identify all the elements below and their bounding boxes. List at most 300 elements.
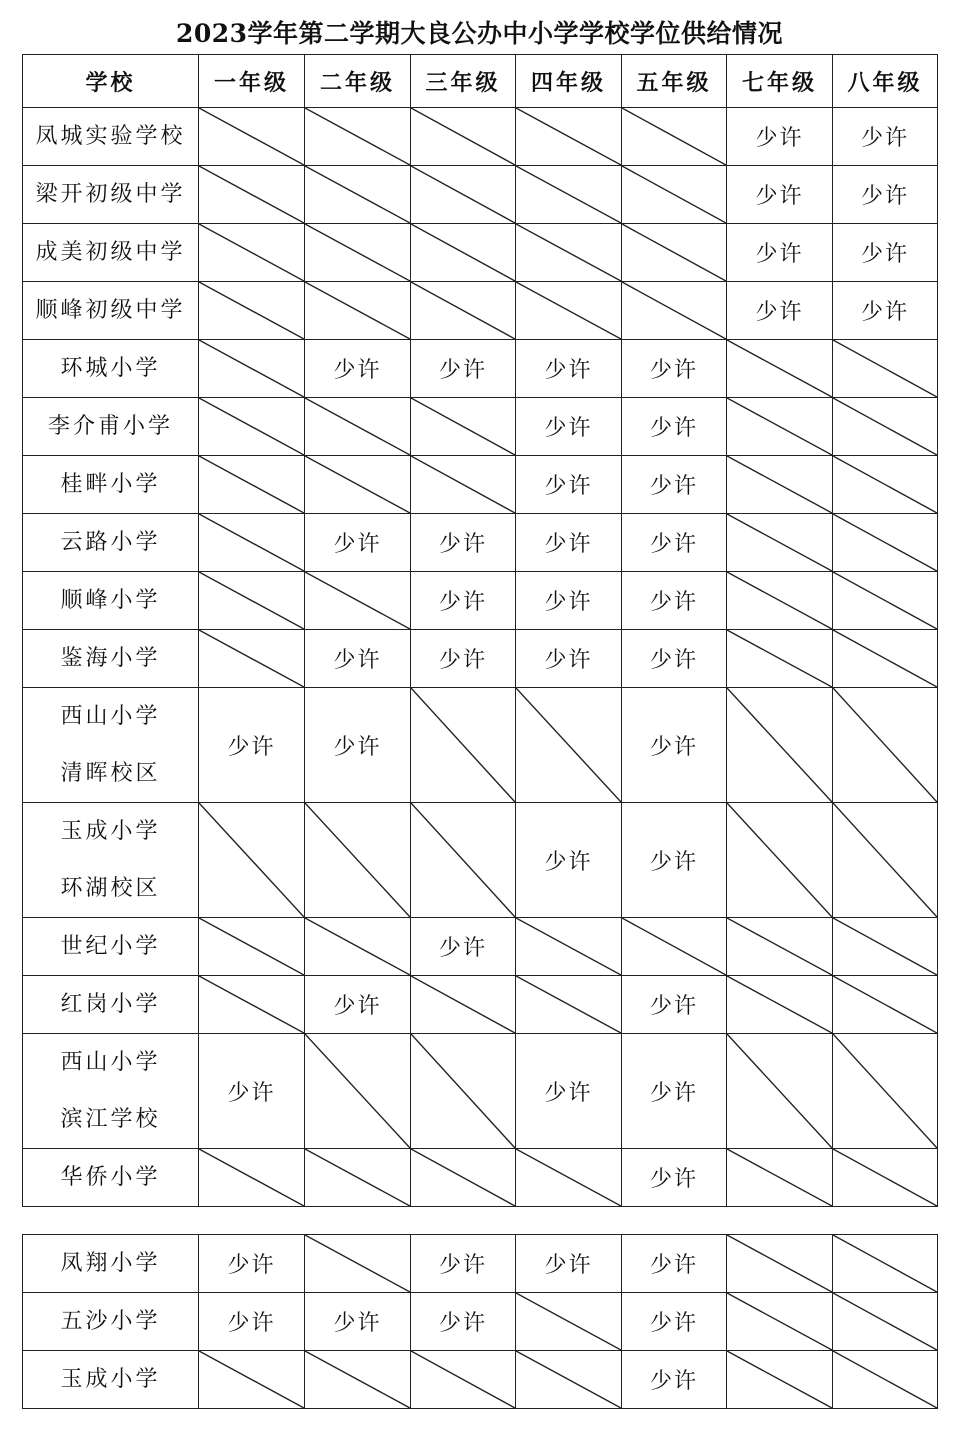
unavailable-cell [199,803,305,918]
diagonal-strike [833,456,937,513]
availability-label: 少许 [649,648,698,673]
diagonal-strike [727,340,832,397]
availability-cell [833,166,938,224]
diagonal-strike [833,803,937,917]
diagonal-strike [199,108,304,165]
table-row [23,688,938,803]
availability-cell [622,976,727,1034]
header-grade-5: 五年级 [622,55,727,108]
school-name-cell [23,224,199,282]
school-name-cell [23,282,199,340]
header-grade-4: 四年级 [516,55,622,108]
unavailable-cell [199,1149,305,1207]
availability-label: 少许 [333,358,382,383]
school-name-cell [23,688,199,803]
diagonal-strike [833,514,937,571]
availability-label: 少许 [544,474,593,499]
unavailable-cell [727,1293,833,1351]
availability-cell [516,1235,622,1293]
availability-cell [622,1034,727,1149]
unavailable-cell [516,1149,622,1207]
availability-cell [622,1235,727,1293]
diagonal-strike [199,976,304,1033]
diagonal-strike [199,630,304,687]
school-name-line: 五沙小学 [60,1309,161,1334]
unavailable-cell [833,1149,938,1207]
availability-cell [622,572,727,630]
diagonal-strike [622,108,726,165]
availability-label: 少许 [544,1253,593,1278]
diagonal-strike [305,918,410,975]
unavailable-cell [199,514,305,572]
availability-label: 少许 [438,532,487,557]
availability-label: 少许 [333,532,382,557]
header-grade-3: 三年级 [411,55,516,108]
diagonal-strike [727,1235,832,1292]
table-row [23,1351,938,1409]
availability-cell [411,514,516,572]
school-name-line: 滨江学校 [60,1107,161,1132]
availability-label: 少许 [438,590,487,615]
school-name-cell [23,166,199,224]
unavailable-cell [411,108,516,166]
unavailable-cell [516,976,622,1034]
unavailable-cell [727,918,833,976]
availability-label: 少许 [438,936,487,961]
unavailable-cell [622,166,727,224]
availability-cell [727,224,833,282]
school-name-line: 梁开初级中学 [35,182,186,207]
diagonal-strike [516,688,621,802]
unavailable-cell [199,976,305,1034]
unavailable-cell [305,803,411,918]
unavailable-cell [727,1351,833,1409]
availability-label: 少许 [755,300,804,325]
diagonal-strike [727,1293,832,1350]
diagonal-strike [833,630,937,687]
school-name-cell [23,1034,199,1149]
diagonal-strike [516,224,621,281]
page-title: 2023学年第二学期大良公办中小学学校学位供给情况 [175,19,784,48]
unavailable-cell [411,398,516,456]
diagonal-strike [622,166,726,223]
availability-label: 少许 [438,1253,487,1278]
unavailable-cell [727,1034,833,1149]
availability-cell [305,976,411,1034]
availability-label: 少许 [755,184,804,209]
unavailable-cell [833,1235,938,1293]
diagonal-strike [516,108,621,165]
diagonal-strike [833,340,937,397]
diagonal-strike [305,456,410,513]
school-name-line: 顺峰初级中学 [35,298,186,323]
availability-label: 少许 [649,849,698,875]
diagonal-strike [199,340,304,397]
diagonal-strike [411,976,515,1033]
school-name-line: 西山小学 [60,1050,161,1075]
header-row [23,55,938,108]
diagonal-strike [199,1149,304,1206]
diagonal-strike [516,282,621,339]
availability-label: 少许 [333,648,382,673]
availability-cell [411,918,516,976]
diagonal-strike [305,282,410,339]
availability-label: 少许 [544,1080,593,1106]
table-row [23,514,938,572]
diagonal-strike [199,803,304,917]
diagonal-strike [833,1235,937,1292]
table-row [23,340,938,398]
unavailable-cell [199,918,305,976]
school-name-cell [23,1351,199,1409]
table-row [23,1149,938,1207]
unavailable-cell [833,918,938,976]
school-name-cell [23,572,199,630]
diagonal-strike [727,976,832,1033]
diagonal-strike [305,1235,410,1292]
availability-label: 少许 [544,590,593,615]
diagonal-strike [516,1149,621,1206]
availability-label: 少许 [649,1167,698,1192]
availability-cell [622,398,727,456]
unavailable-cell [411,688,516,803]
unavailable-cell [305,1351,411,1409]
availability-label: 少许 [333,734,382,760]
unavailable-cell [833,456,938,514]
availability-cell [833,282,938,340]
diagonal-strike [727,1034,832,1148]
table-body-extra [23,1235,938,1409]
table-row [23,803,938,918]
availability-label: 少许 [755,126,804,151]
availability-cell [516,803,622,918]
unavailable-cell [727,340,833,398]
table-row [23,918,938,976]
availability-cell [727,166,833,224]
unavailable-cell [411,803,516,918]
diagonal-strike [727,688,832,802]
diagonal-strike [833,1293,937,1350]
availability-label: 少许 [438,358,487,383]
availability-label: 少许 [860,184,909,209]
unavailable-cell [622,282,727,340]
table-body [23,108,938,1207]
unavailable-cell [727,803,833,918]
diagonal-strike [305,398,410,455]
header-grade-7: 七年级 [727,55,833,108]
unavailable-cell [199,340,305,398]
unavailable-cell [727,976,833,1034]
unavailable-cell [516,918,622,976]
availability-cell [727,108,833,166]
diagonal-strike [727,803,832,917]
availability-label: 少许 [649,1369,698,1394]
unavailable-cell [411,1149,516,1207]
unavailable-cell [833,1351,938,1409]
school-name-line: 顺峰小学 [60,588,161,613]
school-name-cell [23,456,199,514]
unavailable-cell [305,572,411,630]
unavailable-cell [305,918,411,976]
availability-cell [622,1293,727,1351]
table-row [23,1034,938,1149]
unavailable-cell [411,976,516,1034]
availability-label: 少许 [649,358,698,383]
availability-cell [622,514,727,572]
diagonal-strike [411,398,515,455]
diagonal-strike [305,1034,410,1148]
diagonal-strike [516,1351,621,1408]
unavailable-cell [411,166,516,224]
availability-label: 少许 [649,532,698,557]
availability-label: 少许 [649,734,698,760]
availability-label: 少许 [649,590,698,615]
diagonal-strike [727,918,832,975]
school-name-cell [23,803,199,918]
school-name-line: 桂畔小学 [60,472,161,497]
diagonal-strike [305,572,410,629]
unavailable-cell [199,456,305,514]
school-name-line: 红岗小学 [60,992,161,1017]
diagonal-strike [199,918,304,975]
header-grade-2: 二年级 [305,55,411,108]
diagonal-strike [727,456,832,513]
unavailable-cell [199,166,305,224]
unavailable-cell [305,1149,411,1207]
diagonal-strike [199,572,304,629]
school-name-cell [23,630,199,688]
school-name-cell [23,398,199,456]
school-name-line: 玉成小学 [60,1367,161,1392]
availability-cell [622,688,727,803]
diagonal-strike [411,1351,515,1408]
school-name-line: 凤翔小学 [60,1251,161,1276]
school-name-cell [23,514,199,572]
school-name-line: 凤城实验学校 [35,124,186,149]
school-name-cell [23,1293,199,1351]
diagonal-strike [516,918,621,975]
school-name-cell [23,108,199,166]
availability-cell [411,572,516,630]
header-school: 学校 [23,55,199,108]
availability-label: 少许 [649,416,698,441]
availability-cell [305,630,411,688]
diagonal-strike [727,398,832,455]
table-row [23,398,938,456]
unavailable-cell [727,572,833,630]
diagonal-strike [199,166,304,223]
unavailable-cell [516,282,622,340]
diagonal-strike [411,166,515,223]
availability-cell [305,688,411,803]
unavailable-cell [411,1351,516,1409]
table-row [23,572,938,630]
school-name-line: 世纪小学 [60,934,161,959]
header-grade-1: 一年级 [199,55,305,108]
availability-label: 少许 [544,648,593,673]
table-row [23,1293,938,1351]
availability-cell [305,1293,411,1351]
unavailable-cell [305,108,411,166]
availability-label: 少许 [860,242,909,267]
availability-cell [516,456,622,514]
unavailable-cell [833,688,938,803]
availability-cell [199,1034,305,1149]
diagonal-strike [305,166,410,223]
school-name-cell [23,340,199,398]
table-row [23,224,938,282]
availability-cell [516,514,622,572]
availability-cell [516,630,622,688]
availability-cell [622,456,727,514]
availability-label: 少许 [649,1253,698,1278]
unavailable-cell [305,282,411,340]
table-row [23,166,938,224]
diagonal-strike [516,976,621,1033]
unavailable-cell [727,688,833,803]
availability-label: 少许 [227,1311,276,1336]
availability-label: 少许 [544,358,593,383]
availability-label: 少许 [860,300,909,325]
unavailable-cell [622,224,727,282]
unavailable-cell [199,398,305,456]
diagonal-strike [199,514,304,571]
unavailable-cell [516,224,622,282]
availability-cell [833,224,938,282]
availability-label: 少许 [860,126,909,151]
diagonal-strike [833,1351,937,1408]
diagonal-strike [411,803,515,917]
diagonal-strike [516,1293,621,1350]
supply-table-extra [22,1234,938,1409]
unavailable-cell [833,630,938,688]
diagonal-strike [305,1149,410,1206]
school-name-line: 云路小学 [60,530,161,555]
availability-label: 少许 [755,242,804,267]
unavailable-cell [305,166,411,224]
diagonal-strike [411,108,515,165]
availability-cell [622,1149,727,1207]
unavailable-cell [305,1034,411,1149]
unavailable-cell [727,398,833,456]
availability-label: 少许 [649,994,698,1019]
unavailable-cell [199,108,305,166]
diagonal-strike [833,1149,937,1206]
unavailable-cell [833,1034,938,1149]
unavailable-cell [833,976,938,1034]
diagonal-strike [305,108,410,165]
unavailable-cell [833,572,938,630]
table-row [23,976,938,1034]
availability-label: 少许 [227,734,276,760]
table-row [23,108,938,166]
header-grade-8: 八年级 [833,55,938,108]
school-name-cell [23,918,199,976]
table-row [23,630,938,688]
diagonal-strike [411,1034,515,1148]
school-name-line: 成美初级中学 [35,240,186,265]
unavailable-cell [516,1351,622,1409]
diagonal-strike [305,224,410,281]
unavailable-cell [727,1149,833,1207]
diagonal-strike [516,166,621,223]
diagonal-strike [199,456,304,513]
diagonal-strike [411,282,515,339]
diagonal-strike [622,918,726,975]
diagonal-strike [727,1149,832,1206]
availability-cell [622,630,727,688]
availability-label: 少许 [544,849,593,875]
availability-cell [727,282,833,340]
unavailable-cell [833,803,938,918]
availability-label: 少许 [333,994,382,1019]
availability-label: 少许 [438,648,487,673]
availability-cell [411,340,516,398]
availability-cell [305,340,411,398]
unavailable-cell [516,166,622,224]
unavailable-cell [199,572,305,630]
availability-label: 少许 [438,1311,487,1336]
diagonal-strike [833,398,937,455]
unavailable-cell [411,456,516,514]
diagonal-strike [727,630,832,687]
unavailable-cell [727,1235,833,1293]
unavailable-cell [727,456,833,514]
diagonal-strike [411,456,515,513]
availability-label: 少许 [333,1311,382,1336]
availability-label: 少许 [544,416,593,441]
availability-cell [411,1293,516,1351]
school-name-line: 李介甫小学 [47,414,173,439]
school-name-line: 环城小学 [60,356,161,381]
unavailable-cell [411,224,516,282]
availability-cell [199,1293,305,1351]
diagonal-strike [199,398,304,455]
unavailable-cell [199,630,305,688]
availability-label: 少许 [544,532,593,557]
diagonal-strike [727,572,832,629]
availability-label: 少许 [649,1311,698,1336]
availability-label: 少许 [649,1080,698,1106]
unavailable-cell [833,340,938,398]
school-name-line: 清晖校区 [60,761,161,786]
availability-cell [516,340,622,398]
unavailable-cell [516,108,622,166]
unavailable-cell [833,398,938,456]
diagonal-strike [833,688,937,802]
diagonal-strike [411,224,515,281]
school-name-line: 西山小学 [60,704,161,729]
unavailable-cell [199,282,305,340]
diagonal-strike [199,224,304,281]
availability-label: 少许 [649,474,698,499]
table-row [23,1235,938,1293]
unavailable-cell [305,398,411,456]
diagonal-strike [199,282,304,339]
unavailable-cell [411,1034,516,1149]
diagonal-strike [727,514,832,571]
unavailable-cell [727,514,833,572]
availability-cell [199,1235,305,1293]
unavailable-cell [833,1293,938,1351]
diagonal-strike [622,282,726,339]
school-name-line: 环湖校区 [60,876,161,901]
unavailable-cell [199,1351,305,1409]
availability-cell [516,398,622,456]
availability-cell [199,688,305,803]
table-row [23,282,938,340]
availability-cell [622,1351,727,1409]
